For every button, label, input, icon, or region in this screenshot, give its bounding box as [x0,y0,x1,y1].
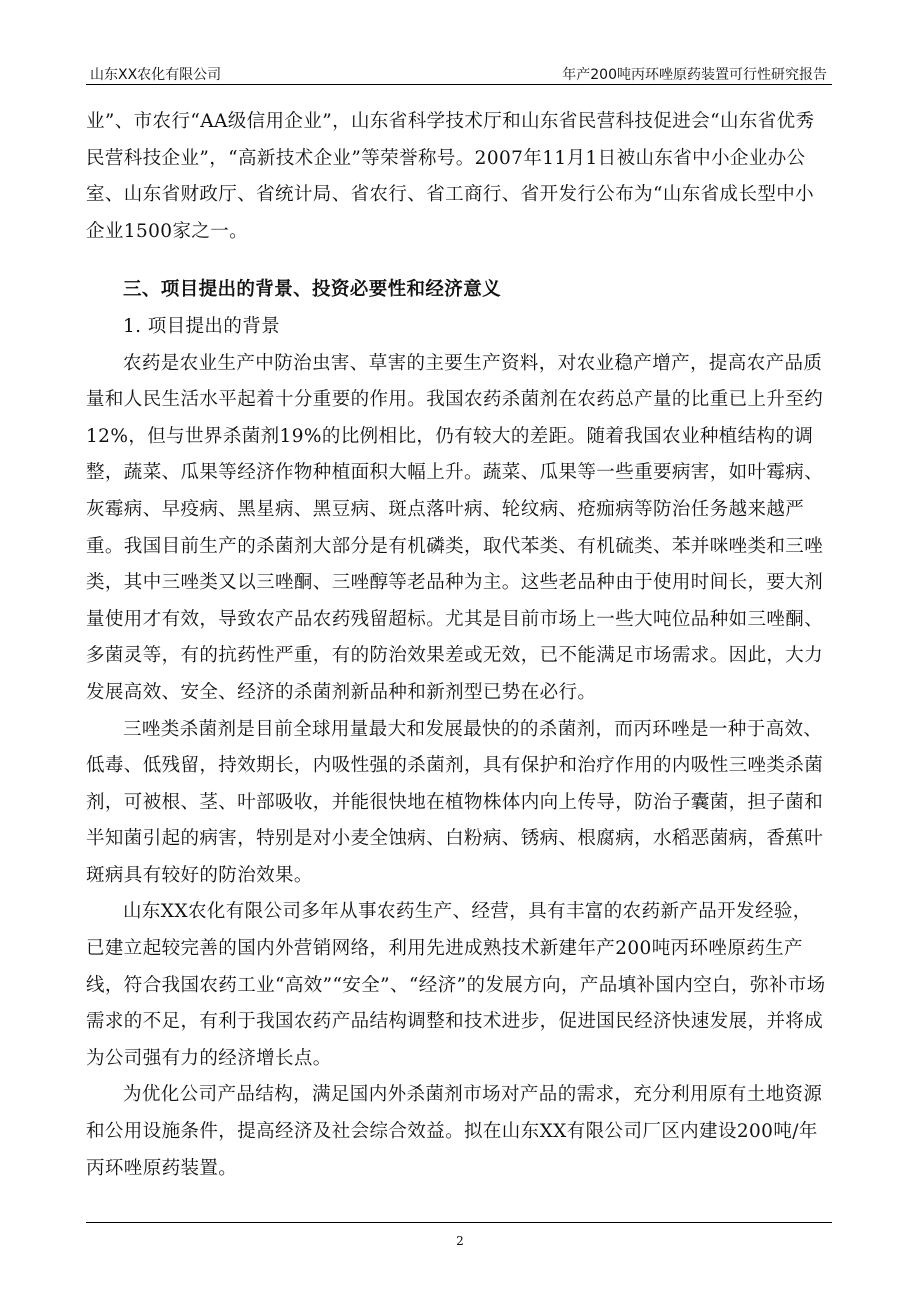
body-paragraph-background: 农药是农业生产中防治虫害、草害的主要生产资料，对农业稳产增产，提高农产品质量和人民生活水平起着十分重要的作用。我国农药杀菌剂在农药总产量的比重已上升至约12%，但与世界杀菌剂19%的比例相比，仍有较大的差距。随着我国农业种植结构的调整，蔬菜、瓜果等经济作物种植面积大幅上升。蔬菜、瓜果等一些重要病害，如叶霉病、灰霉病、早疫病、黑星病、黑豆病、斑点落叶病、轮纹病、疮痂病等防治任务越来越严重。我国目前生产的杀菌剂大部分是有机磷类，取代苯类、有机硫类、苯并咪唑类和三唑类，其中三唑类又以三唑酮、三唑醇等老品种为主。这些老品种由于使用时间长，要大剂量使用才有效，导致农产品农药残留超标。尤其是目前市场上一些大吨位品种如三唑酮、多菌灵等，有的抗药性严重，有的防治效果差或无效，已不能满足市场需求。因此，大力发展高效、安全、经济的杀菌剂新品种和新剂型已势在必行。 [86,352,824,703]
page-number: 2 [456,1234,464,1248]
document-body [86,104,828,1187]
section-heading: 三、项目提出的背景、投资必要性和经济意义 [123,279,502,301]
header-company-name: 山东XX农化有限公司 [90,67,222,83]
body-paragraph-triazole: 三唑类杀菌剂是目前全球用量最大和发展最快的的杀菌剂，而丙环唑是一种于高效、低毒、低残留，持效期长，内吸性强的杀菌剂，具有保护和治疗作用的内吸性三唑类杀菌剂，可被根、茎、叶部吸收，并能很快地在植物株体内向上传导，防治子囊菌，担子菌和半知菌引起的病害，特别是对小麦全蚀病、白粉病、锈病、根腐病，水稻恶菌病，香蕉叶斑病具有较好的防治效果。 [86,718,824,886]
footer-divider [86,1222,832,1223]
spacer [86,250,828,272]
body-paragraph-company: 山东XX农化有限公司多年从事农药生产、经营，具有丰富的农药新产品开发经验，已建立起较完善的国内外营销网络，利用先进成熟技术新建年产200吨丙环唑原药生产线，符合我国农药工业“高效”“安全”、“经济”的发展方向，产品填补国内空白，弥补市场需求的不足，有利于我国农药产品结构调整和技术进步，促进国民经济快速发展，并将成为公司强有力的经济增长点。 [86,901,826,1069]
continued-paragraph: 业”、市农行“AA级信用企业”，山东省科学技术厅和山东省民营科技促进会“山东省优秀民营科技企业”，“高新技术企业”等荣誉称号。2007年11月1日被山东省中小企业办公室、山东省财政厅、省统计局、省农行、省工商行、省开发行公布为“山东省成长型中小企业1500家之一。 [86,111,815,242]
header-divider [86,84,832,85]
body-paragraph-plan: 为优化公司产品结构，满足国内外杀菌剂市场对产品的需求，充分利用原有土地资源和公用设施条件，提高经济及社会综合效益。拟在山东XX有限公司厂区内建设200吨/年丙环唑原药装置。 [86,1084,823,1179]
subsection-heading: 1. 项目提出的背景 [123,315,281,337]
header-report-title: 年产200吨丙环唑原药装置可行性研究报告 [562,67,827,83]
